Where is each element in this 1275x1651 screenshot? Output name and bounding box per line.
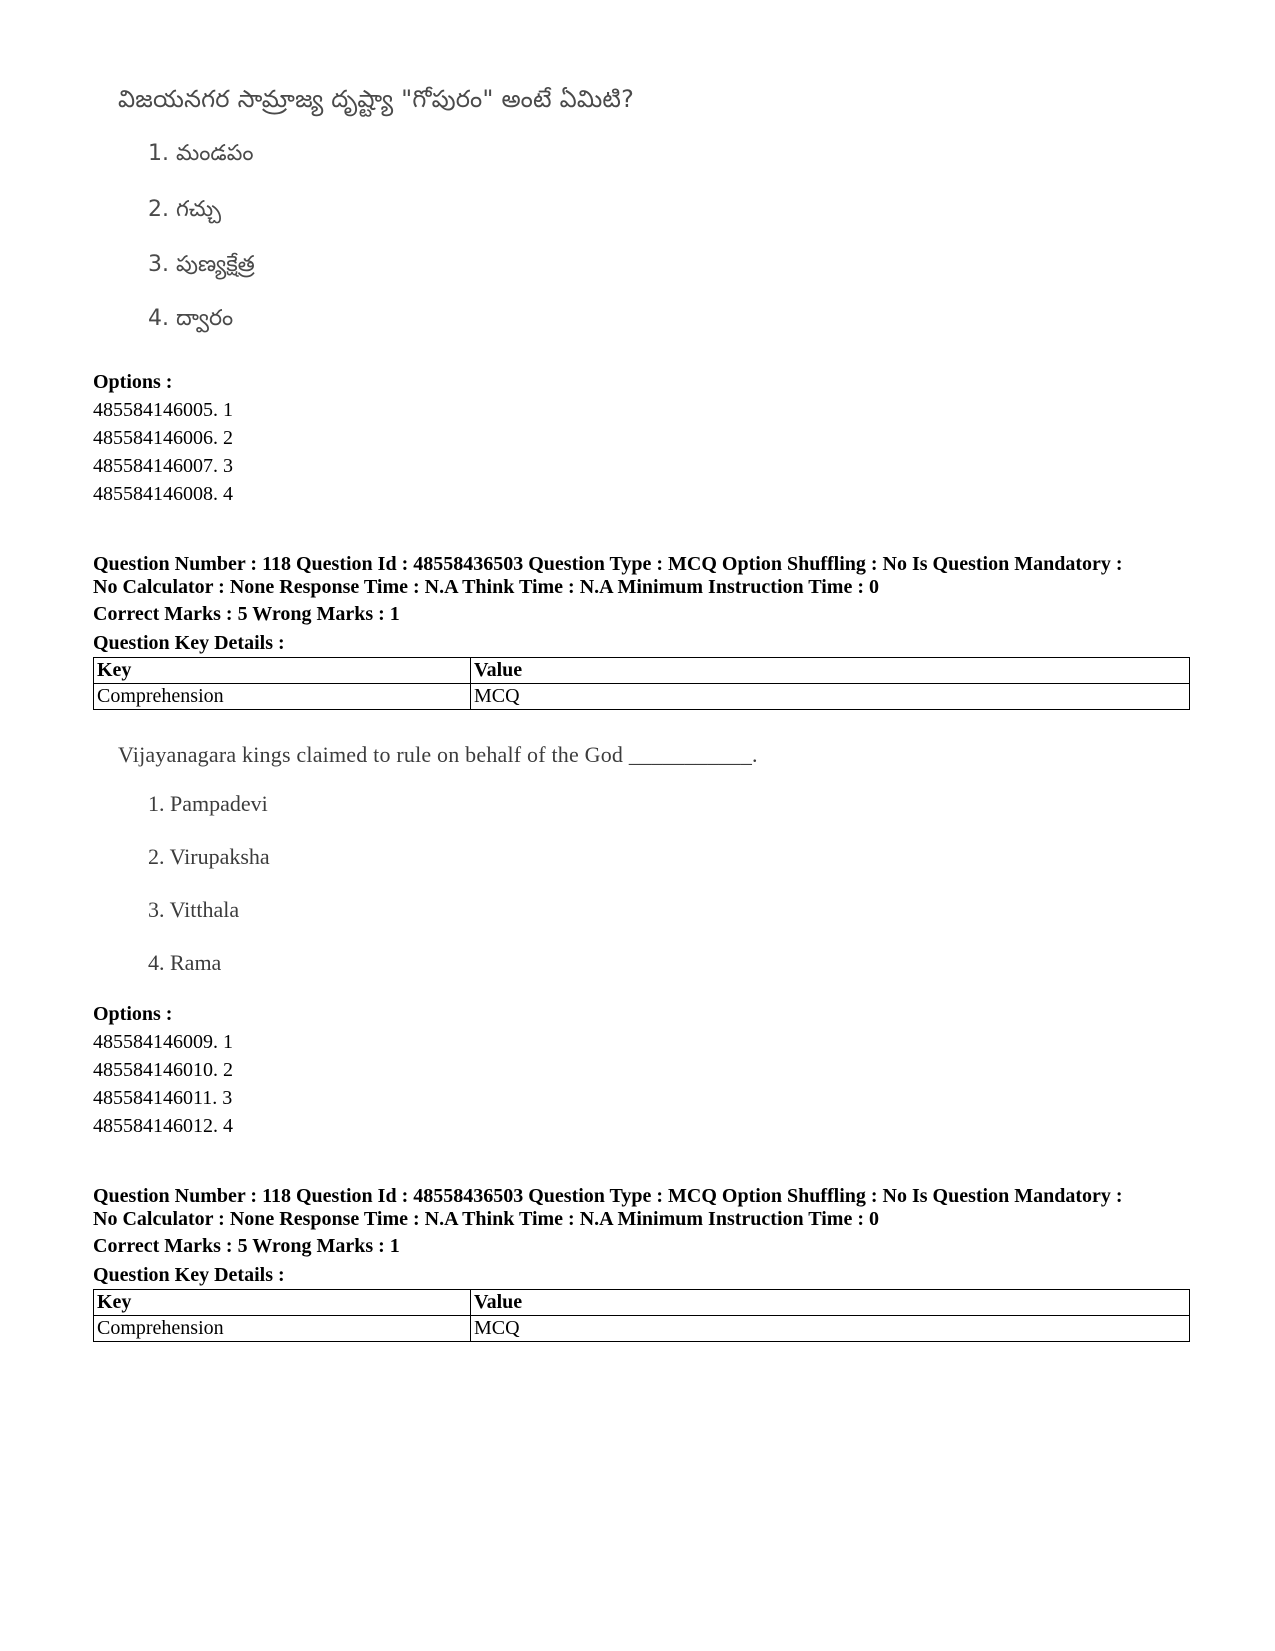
table-header-row [94,1290,1190,1316]
table-header-cell: Key [94,1290,471,1316]
table-header-cell: Value [471,658,1190,684]
table-header-row [94,658,1190,684]
key-details-label: Question Key Details : [93,1264,285,1286]
option-id: 485584146010. 2 [93,1059,233,1081]
question-option-4: 4. ద్వారం [148,306,234,331]
question-header-line-2: No Calculator : None Response Time : N.A Think Time : N.A Minimum Instruction Time : 0 [93,576,879,598]
question-option-1: 1. Pampadevi [148,791,268,816]
option-id: 485584146007. 3 [93,455,233,477]
marks-line: Correct Marks : 5 Wrong Marks : 1 [93,1235,400,1257]
options-label: Options : [93,371,173,393]
option-id: 485584146012. 4 [93,1115,233,1137]
option-id: 485584146006. 2 [93,427,233,449]
table-header-cell: Value [471,1290,1190,1316]
option-id: 485584146011. 3 [93,1087,233,1109]
option-id: 485584146009. 1 [93,1031,233,1053]
table-cell: MCQ [471,684,1190,710]
options-block [93,368,1193,508]
question-image-english [118,740,758,975]
question-option-4: 4. Rama [148,950,222,975]
table-cell: Comprehension [94,684,471,710]
options-label: Options : [93,1003,173,1025]
table-row [94,1316,1190,1342]
table-header-cell: Key [94,658,471,684]
question-header-line-1: Question Number : 118 Question Id : 48558436503 Question Type : MCQ Option Shuffling : No Is Question Mandatory : [93,553,1123,575]
question-image-telugu [118,84,635,331]
question-stem: Vijayanagara kings claimed to rule on behalf of the God ___________. [118,742,758,767]
options-block [93,1000,1193,1140]
question-option-3: 3. Vitthala [148,897,240,922]
key-details-table [93,1289,1190,1342]
question-header-line-2: No Calculator : None Response Time : N.A Think Time : N.A Minimum Instruction Time : 0 [93,1208,879,1230]
table-cell: MCQ [471,1316,1190,1342]
key-details-label: Question Key Details : [93,632,285,654]
question-stem: విజయనగర సామ్రాజ్య దృష్ట్యా "గోపురం" అంటే ఏమిటి? [118,85,635,113]
option-id: 485584146008. 4 [93,483,233,505]
option-id: 485584146005. 1 [93,399,233,421]
key-details-table [93,657,1190,710]
question-header [93,553,1193,599]
question-header-line-1: Question Number : 118 Question Id : 48558436503 Question Type : MCQ Option Shuffling : No Is Question Mandatory : [93,1185,1123,1207]
question-option-2: 2. గచ్చు [148,197,222,222]
question-header [93,1185,1193,1231]
table-row [94,684,1190,710]
question-option-1: 1. మండపం [148,141,254,166]
table-cell: Comprehension [94,1316,471,1342]
marks-line: Correct Marks : 5 Wrong Marks : 1 [93,603,400,625]
question-option-3: 3. పుణ్యక్షేత్ర [148,252,255,277]
question-option-2: 2. Virupaksha [148,844,270,869]
